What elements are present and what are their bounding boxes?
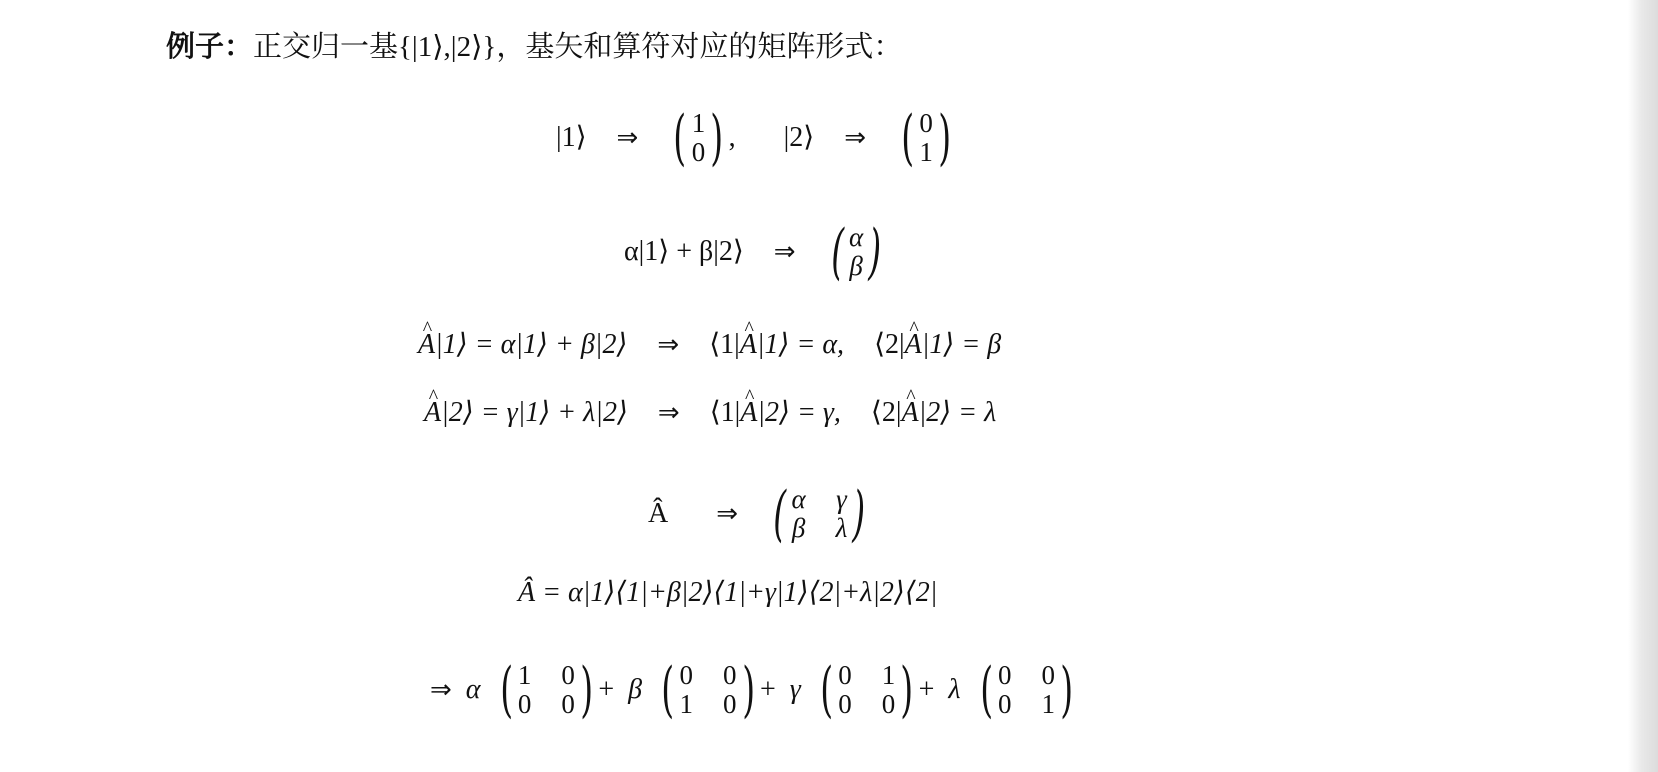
matrix-cell: 0: [919, 108, 933, 138]
operator-expansion: Â = α|1⟩⟨1|+β|2⟩⟨1|+γ|1⟩⟨2|+λ|2⟩⟨2|: [518, 577, 938, 608]
implies-arrow: ⇒: [657, 398, 680, 428]
plus-operator: +: [918, 674, 935, 705]
plus-operator: +: [598, 674, 615, 705]
matrix-cell: 1: [691, 108, 706, 138]
matrix-cell: 0: [997, 689, 1012, 719]
operator-a: ^ A: [418, 328, 435, 362]
implies-arrow: ⇒: [657, 330, 680, 360]
state-vector-equation: [624, 217, 887, 287]
matrix-cell: α: [791, 484, 806, 514]
basis-matrix: ( 0 0 1 0 ): [661, 655, 755, 725]
example-heading: [166, 26, 902, 67]
coefficient: λ: [948, 674, 961, 705]
ket-2: |2⟩: [783, 122, 815, 153]
matrix-cell: γ: [836, 484, 847, 514]
basis-matrix: ( 0 0 0 1 ): [979, 655, 1074, 725]
matrix-cell: λ: [835, 513, 848, 543]
matrix-cell: 0: [1041, 660, 1055, 690]
operator-expansion-equation: [518, 576, 937, 610]
example-label: 例子：: [166, 29, 254, 63]
matrix-cell: 1: [1041, 689, 1055, 719]
column-vector-2: ( 0 1 ): [901, 103, 952, 173]
matrix-cell: 0: [679, 660, 694, 690]
basis-matrix: ( 1 0 0 0 ): [499, 655, 594, 725]
matrix-cell: 0: [997, 660, 1012, 690]
operator-action-equation-2: [424, 396, 996, 430]
state-column-vector: ( α β ): [830, 217, 882, 287]
state-expression: α|1⟩ + β|2⟩: [624, 236, 744, 267]
matrix-element-value: |1⟩ = α,: [756, 329, 845, 360]
matrix-cell: 0: [561, 689, 575, 719]
basis-vectors-equation: [556, 103, 956, 173]
example-description: 正交归一基{|1⟩,|2⟩}，基矢和算符对应的矩阵形式：: [253, 31, 903, 63]
matrix-cell: β: [791, 513, 806, 543]
basis-matrix: ( 0 1 0 0 ): [820, 655, 914, 725]
operator-a: ^ A: [905, 328, 922, 362]
operator-a: ^ A: [740, 396, 757, 430]
operator-action-expression: |2⟩ = γ|1⟩ + λ|2⟩: [441, 397, 628, 428]
operator-matrix-equation: [648, 479, 871, 549]
operator-a: ^ A: [901, 396, 918, 430]
column-vector-1: ( 1 0 ): [673, 103, 724, 173]
matrix-cell: 0: [723, 689, 737, 719]
matrix-element-value: |2⟩ = γ,: [757, 397, 841, 428]
implies-arrow: ⇒: [430, 675, 452, 705]
operator-action-expression: |1⟩ = α|1⟩ + β|2⟩: [435, 329, 628, 360]
matrix-element-bra: ⟨1|: [709, 397, 741, 428]
matrix-element-value: |2⟩ = λ: [918, 397, 997, 428]
matrix-cell: 1: [919, 137, 933, 167]
coefficient: β: [628, 674, 643, 705]
matrix-cell: 0: [838, 689, 852, 719]
matrix-cell: 0: [881, 689, 896, 719]
implies-arrow: ⇒: [716, 499, 739, 529]
matrix-element-bra: ⟨2|: [874, 329, 905, 360]
operator-matrix: ( α γ β λ ): [773, 479, 866, 549]
operator-a: ^ A: [740, 328, 757, 362]
matrix-cell: 1: [517, 660, 532, 690]
matrix-sum-equation: [430, 655, 1078, 725]
matrix-element-value: |1⟩ = β: [921, 329, 1002, 360]
matrix-cell: α: [848, 222, 864, 252]
ket-1: |1⟩: [556, 122, 587, 153]
matrix-element-bra: ⟨1|: [709, 329, 740, 360]
page-edge-shadow: [1628, 0, 1658, 772]
implies-arrow: ⇒: [616, 123, 639, 153]
implies-arrow: ⇒: [844, 123, 866, 153]
matrix-cell: 0: [838, 660, 852, 690]
operator-a: ^ A: [424, 396, 441, 430]
matrix-cell: 1: [679, 689, 694, 719]
implies-arrow: ⇒: [773, 237, 796, 267]
matrix-cell: 0: [691, 137, 706, 167]
operator-action-equation-1: [418, 328, 1001, 362]
matrix-cell: β: [849, 251, 863, 281]
matrix-cell: 0: [723, 660, 737, 690]
operator-a-hat: Â: [648, 498, 669, 529]
coefficient: γ: [789, 674, 801, 705]
matrix-cell: 0: [517, 689, 532, 719]
matrix-element-bra: ⟨2|: [870, 397, 902, 428]
plus-operator: +: [759, 674, 776, 705]
matrix-cell: 0: [561, 660, 575, 690]
comma: ,: [728, 122, 736, 153]
matrix-cell: 1: [881, 660, 896, 690]
coefficient: α: [465, 674, 481, 705]
